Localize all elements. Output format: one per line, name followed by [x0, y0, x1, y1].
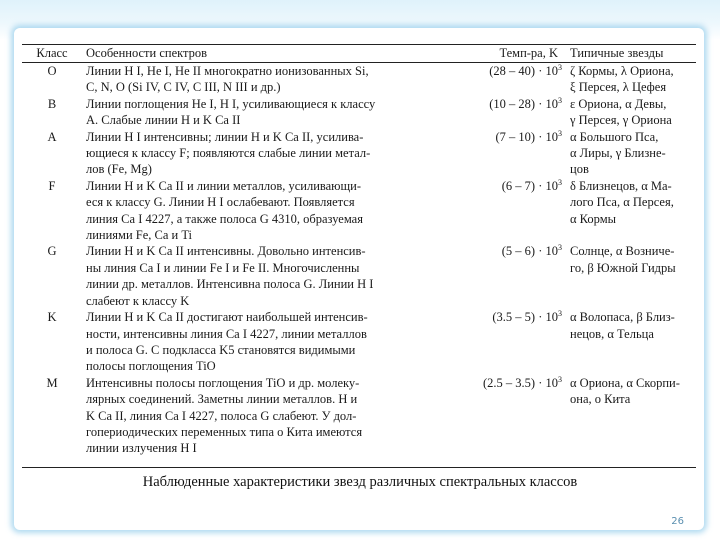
stars-line: цов: [570, 162, 589, 177]
table-row: [22, 129, 696, 178]
features-line: лов (Fe, Mg): [86, 162, 152, 177]
features-line: еся к классу G. Линии H I ослабевают. Появляется: [86, 195, 355, 210]
features-line: Линии поглощения He I, H I, усиливающиеся к классу: [86, 96, 376, 111]
features-line: ны линия Ca I и линии Fe I и Fe II. Многочисленны: [86, 260, 360, 275]
table-row: [22, 178, 696, 244]
table-row: [22, 375, 696, 457]
spectral-class-cell: K: [47, 310, 57, 325]
features-line: линия Ca I 4227, а также полоса G 4310, образуемая: [86, 211, 363, 226]
features-line: линии излучения H I: [86, 441, 197, 456]
features-line: ющиеся к классу F; появляются слабые линии метал-: [86, 146, 371, 161]
table-row: [22, 63, 696, 96]
temperature-cell: [448, 178, 566, 244]
spectral-class-cell: A: [47, 129, 57, 144]
stars-line: α Ориона, α Скорпи-: [570, 375, 680, 390]
features-line: Линии H I, He I, He II многократно ионизованных Si,: [86, 64, 369, 78]
spectral-class-cell: F: [48, 178, 56, 193]
spectrum-features-cell: [82, 96, 448, 129]
spectrum-features-cell: [82, 63, 448, 96]
table-header-row: [22, 45, 696, 63]
stars-line: α Лиры, γ Близне-: [570, 146, 666, 161]
temperature-cell: [448, 129, 566, 178]
temperature-exponent: 3: [558, 62, 562, 72]
features-line: Линии H и K Ca II и линии металлов, усиливающи-: [86, 178, 361, 193]
stars-line: α Большого Пса,: [570, 129, 659, 144]
typical-stars-cell: [566, 178, 696, 244]
features-line: K Ca II, линия Ca I 4227, полоса G слабеют. У дол-: [86, 408, 357, 423]
spectral-class-cell: O: [47, 64, 57, 78]
temperature-exponent: 3: [558, 243, 562, 253]
spectrum-features-cell: [82, 309, 448, 375]
features-line: Линии H I интенсивны; линии H и K Ca II, усилива-: [86, 129, 364, 144]
features-line: C, N, O (Si IV, C IV, C III, N III и др.): [86, 80, 281, 95]
typical-stars-cell: [566, 309, 696, 375]
table-caption: Наблюденные характеристики звезд различных спектральных классов: [142, 474, 578, 490]
page-number: 26: [671, 516, 684, 527]
features-line: Линии H и K Ca II интенсивны. Довольно интенсив-: [86, 244, 366, 259]
table-row: [22, 96, 696, 129]
temperature-range: (2.5 – 3.5) · 10: [483, 375, 558, 390]
stars-line: Солнце, α Возниче-: [570, 244, 675, 259]
temperature-range: (3.5 – 5) · 10: [492, 310, 558, 325]
temperature-exponent: 3: [558, 308, 562, 318]
spectrum-features-cell: [82, 178, 448, 244]
spectral-classes-table: [22, 44, 696, 457]
features-line: линии др. металлов. Интенсивна полоса G. Линии H I: [86, 277, 374, 292]
stars-line: она, o Кита: [570, 392, 631, 407]
features-line: линиями Fe, Ca и Ti: [86, 228, 193, 243]
table-bottom-rule: [22, 467, 696, 468]
header-stars: Типичные звезды: [566, 45, 696, 63]
temperature-range: (7 – 10) · 10: [495, 129, 558, 144]
typical-stars-cell: [566, 63, 696, 96]
stars-line: нецов, α Тельца: [570, 326, 654, 341]
stars-line: го, β Южной Гидры: [570, 260, 676, 275]
features-line: гопериодических переменных типа o Кита имеются: [86, 424, 363, 439]
features-line: слабеют к классу K: [86, 293, 190, 308]
stars-line: лого Пса, α Персея,: [570, 195, 674, 210]
features-line: A. Слабые линии H и K Ca II: [86, 113, 241, 128]
temperature-range: (6 – 7) · 10: [501, 178, 558, 193]
temperature-cell: [448, 375, 566, 457]
typical-stars-cell: [566, 96, 696, 129]
temperature-cell: [448, 63, 566, 96]
spectrum-features-cell: [82, 375, 448, 457]
header-temperature: Темп-ра, K: [448, 45, 566, 63]
features-line: Интенсивны полосы поглощения TiO и др. молеку-: [86, 375, 360, 390]
temperature-exponent: 3: [558, 177, 562, 187]
temperature-cell: [448, 96, 566, 129]
spectral-class-cell: B: [47, 96, 57, 111]
stars-line: δ Близнецов, α Ма-: [570, 178, 672, 193]
features-line: лярных соединений. Заметны линии металлов. H и: [86, 392, 358, 407]
features-line: ности, интенсивны линия Ca I 4227, линии металлов: [86, 326, 367, 341]
table-body: [22, 63, 696, 457]
temperature-range: (28 – 40) · 10: [489, 64, 558, 78]
stars-line: α Волопаса, β Близ-: [570, 310, 675, 325]
table-row: [22, 243, 696, 309]
features-line: Линии H и K Ca II достигают наибольшей интенсив-: [86, 310, 368, 325]
typical-stars-cell: [566, 129, 696, 178]
temperature-cell: [448, 243, 566, 309]
stars-line: ζ Кормы, λ Ориона,: [570, 64, 674, 78]
temperature-range: (5 – 6) · 10: [501, 244, 558, 259]
spectral-class-cell: M: [46, 375, 58, 390]
temperature-cell: [448, 309, 566, 375]
temperature-exponent: 3: [558, 374, 562, 384]
header-features: Особенности спектров: [82, 45, 448, 63]
table-row: [22, 309, 696, 375]
stars-line: ξ Персея, λ Цефея: [570, 80, 667, 95]
temperature-exponent: 3: [558, 128, 562, 138]
temperature-exponent: 3: [558, 95, 562, 105]
spectral-class-cell: G: [47, 244, 57, 259]
header-class: Класс: [22, 45, 82, 63]
spectral-classes-table-wrap: [22, 44, 696, 468]
temperature-range: (10 – 28) · 10: [489, 96, 558, 111]
stars-line: α Кормы: [570, 211, 617, 226]
typical-stars-cell: [566, 375, 696, 457]
features-line: полосы поглощения TiO: [86, 359, 216, 374]
features-line: и полоса G. С подкласса K5 становятся видимыми: [86, 342, 356, 357]
stars-line: ε Ориона, α Девы,: [570, 96, 667, 111]
spectrum-features-cell: [82, 129, 448, 178]
spectrum-features-cell: [82, 243, 448, 309]
stars-line: γ Персея, γ Ориона: [570, 113, 672, 128]
typical-stars-cell: [566, 243, 696, 309]
